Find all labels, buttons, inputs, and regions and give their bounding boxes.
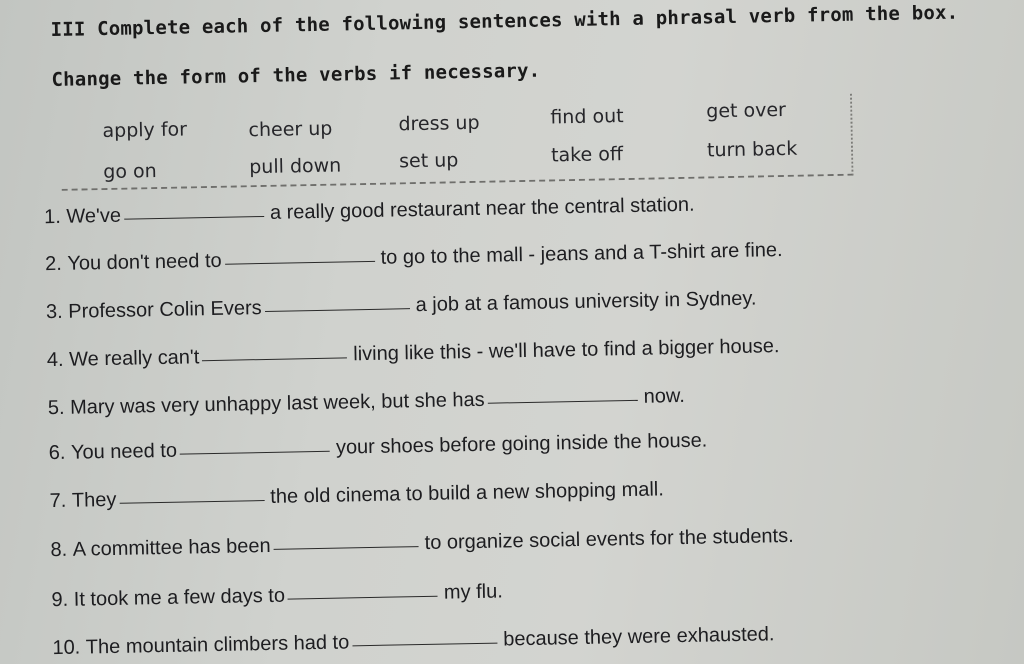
sentence-after: the old cinema to build a new shopping mall. — [270, 478, 665, 508]
sentence-number: 1. — [43, 205, 62, 229]
sentence-before: We've — [66, 204, 122, 228]
sentence-after: to go to the mall - jeans and a T-shirt are fine. — [380, 239, 783, 269]
sentence-1 — [44, 194, 695, 229]
sentence-before: We really can't — [68, 346, 200, 371]
word-box-item: cheer up — [248, 117, 333, 142]
sentence-3 — [46, 288, 757, 325]
word-box-item: apply for — [102, 118, 188, 143]
answer-blank[interactable] — [288, 595, 438, 600]
sentence-after: your shoes before going inside the house. — [335, 429, 708, 459]
answer-blank[interactable] — [119, 499, 264, 504]
instruction-line-2: Change the form of the verbs if necessary. — [51, 59, 541, 92]
answer-blank[interactable] — [352, 642, 497, 647]
word-box-item: turn back — [706, 137, 798, 162]
sentence-after: to organize social events for the students. — [424, 524, 794, 554]
sentence-4 — [47, 335, 780, 372]
sentence-number: 5. — [47, 396, 65, 420]
answer-blank[interactable] — [265, 307, 410, 312]
sentence-10 — [52, 623, 774, 660]
answer-blank[interactable] — [488, 399, 638, 404]
sentence-before: You don't need to — [67, 249, 222, 275]
sentence-after: a really good restaurant near the central station. — [269, 193, 695, 224]
exercise-heading — [50, 2, 958, 41]
sentence-8 — [50, 525, 794, 562]
word-box-item: take off — [550, 143, 624, 167]
sentence-number: 10. — [52, 636, 81, 660]
answer-blank[interactable] — [225, 260, 375, 265]
sentence-before: They — [71, 488, 117, 512]
word-box-item: pull down — [249, 154, 342, 179]
sentence-before: You need to — [70, 439, 178, 464]
sentence-5 — [48, 385, 685, 420]
sentence-number: 3. — [45, 300, 63, 324]
answer-blank[interactable] — [124, 215, 264, 220]
sentence-after: a job at a famous university in Sydney. — [415, 287, 757, 317]
sentence-before: Professor Colin Evers — [68, 297, 262, 323]
exercise-number: III — [50, 18, 86, 42]
sentence-after: living like this - we'll have to find a bigger house. — [353, 335, 780, 366]
sentence-9 — [51, 580, 503, 612]
sentence-after: because they were exhausted. — [503, 623, 775, 651]
sentence-before: It took me a few days to — [73, 584, 286, 611]
sentence-number: 4. — [46, 348, 64, 372]
word-box-item: set up — [398, 149, 459, 173]
word-box-item: find out — [550, 105, 624, 129]
sentence-before: The mountain climbers had to — [85, 631, 350, 659]
answer-blank[interactable] — [274, 545, 419, 550]
sentence-2 — [45, 239, 783, 276]
sentence-before: A committee has been — [72, 534, 271, 561]
sentence-number: 2. — [44, 252, 62, 276]
sentence-6 — [48, 430, 707, 466]
word-box-item: go on — [103, 160, 157, 184]
sentence-number: 9. — [51, 588, 69, 612]
sentence-number: 8. — [50, 538, 68, 562]
instruction-line-1: Complete each of the following sentences with a phrasal verb from the box. — [96, 1, 959, 41]
sentence-after: now. — [643, 384, 686, 408]
sentence-number: 7. — [49, 489, 67, 513]
word-box-item: dress up — [398, 111, 480, 136]
answer-blank[interactable] — [180, 450, 330, 455]
sentence-number: 6. — [48, 441, 66, 465]
sentence-after: my flu. — [443, 580, 504, 604]
word-box-item: get over — [706, 98, 787, 123]
sentence-7 — [49, 478, 664, 513]
answer-blank[interactable] — [202, 356, 347, 361]
sentence-before: Mary was very unhappy last week, but she has — [69, 388, 485, 419]
